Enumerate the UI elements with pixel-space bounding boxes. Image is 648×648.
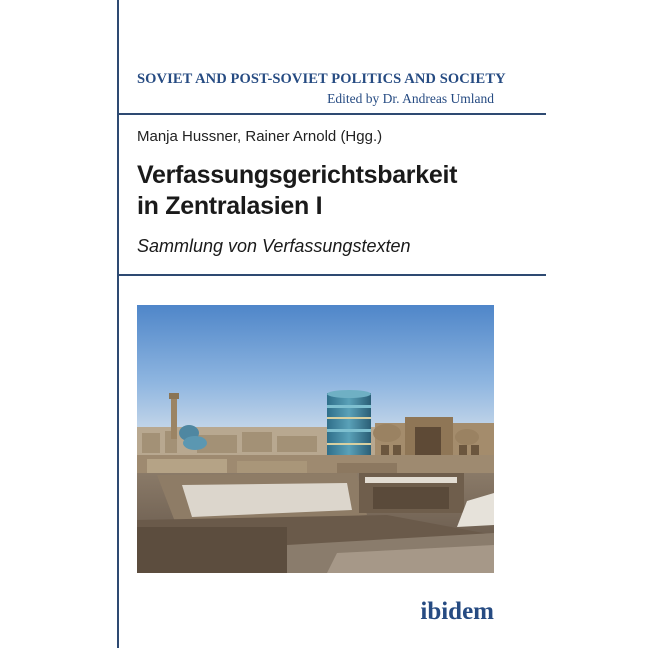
vertical-rule	[117, 0, 119, 648]
top-horizontal-rule	[117, 113, 546, 115]
publisher-logo: ibidem	[420, 598, 494, 625]
book-title-line-1: Verfassungsgerichtsbarkeit	[137, 161, 458, 189]
book-title	[137, 160, 457, 222]
series-editor: Edited by Dr. Andreas Umland	[327, 91, 494, 106]
series-title: SOVIET AND POST-SOVIET POLITICS AND SOCIETY	[137, 71, 506, 87]
book-title-line-2: in Zentralasien I	[137, 192, 323, 220]
cover-photo	[137, 305, 494, 573]
book-subtitle: Sammlung von Verfassungstexten	[137, 236, 411, 256]
authors: Manja Hussner, Rainer Arnold (Hgg.)	[137, 128, 383, 145]
middle-horizontal-rule	[117, 274, 546, 276]
